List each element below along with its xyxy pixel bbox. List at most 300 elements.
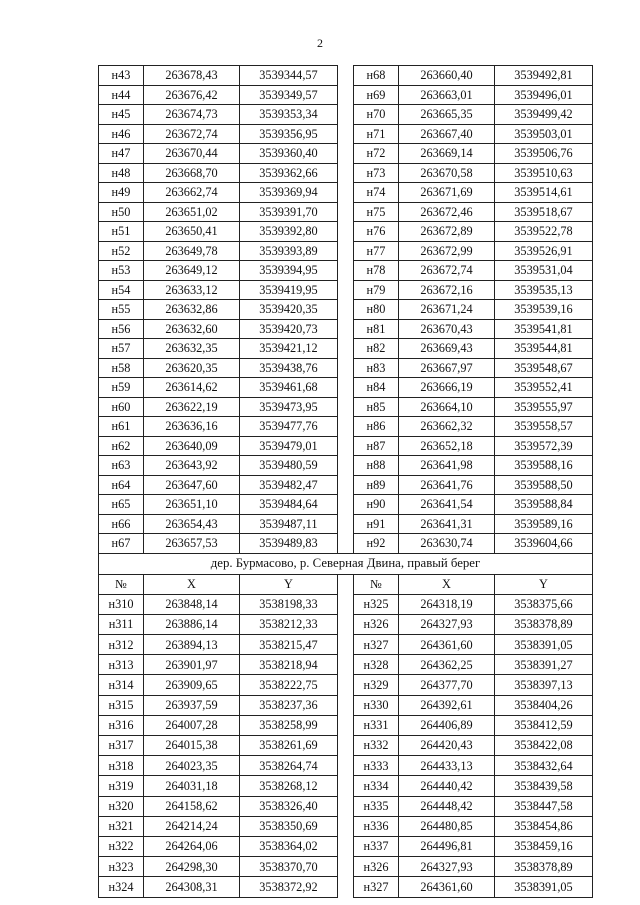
x-coordinate: 263651,10: [144, 495, 240, 515]
table-row: [99, 241, 593, 261]
point-id: н76: [354, 222, 399, 242]
point-id: н56: [99, 319, 144, 339]
column-gap: [338, 594, 354, 614]
column-header-number-left: №: [99, 574, 144, 594]
point-id: н44: [99, 85, 144, 105]
table1-body: [99, 66, 593, 554]
x-coordinate: 263894,13: [144, 635, 240, 655]
x-coordinate: 263909,65: [144, 675, 240, 695]
point-id: н327: [354, 635, 399, 655]
y-coordinate: 3538261,69: [240, 736, 338, 756]
x-coordinate: 263662,32: [399, 417, 495, 437]
point-id: н331: [354, 715, 399, 735]
point-id: н321: [99, 816, 144, 836]
x-coordinate: 263672,74: [144, 124, 240, 144]
column-gap: [338, 144, 354, 164]
x-coordinate: 263614,62: [144, 378, 240, 398]
x-coordinate: 263620,35: [144, 358, 240, 378]
x-coordinate: 264298,30: [144, 857, 240, 877]
table-row: [99, 495, 593, 515]
point-id: н71: [354, 124, 399, 144]
table-row: [99, 776, 593, 796]
x-coordinate: 263672,99: [399, 241, 495, 261]
point-id: н75: [354, 202, 399, 222]
x-coordinate: 263672,16: [399, 280, 495, 300]
y-coordinate: 3539344,57: [240, 66, 338, 86]
point-id: н326: [354, 857, 399, 877]
y-coordinate: 3539541,81: [495, 319, 593, 339]
point-id: н64: [99, 475, 144, 495]
y-coordinate: 3539499,42: [495, 105, 593, 125]
y-coordinate: 3539552,41: [495, 378, 593, 398]
x-coordinate: 263667,40: [399, 124, 495, 144]
point-id: н319: [99, 776, 144, 796]
y-coordinate: 3538364,02: [240, 836, 338, 856]
point-id: н336: [354, 816, 399, 836]
table-row: [99, 85, 593, 105]
point-id: н65: [99, 495, 144, 515]
column-gap: [338, 124, 354, 144]
column-header-x-right: X: [399, 574, 495, 594]
y-coordinate: 3538432,64: [495, 756, 593, 776]
y-coordinate: 3539522,78: [495, 222, 593, 242]
point-id: н313: [99, 655, 144, 675]
table-row: [99, 163, 593, 183]
point-id: н51: [99, 222, 144, 242]
column-gap: [338, 756, 354, 776]
x-coordinate: 263662,74: [144, 183, 240, 203]
x-coordinate: 263636,16: [144, 417, 240, 437]
point-id: н87: [354, 436, 399, 456]
y-coordinate: 3539419,95: [240, 280, 338, 300]
column-gap: [338, 877, 354, 897]
y-coordinate: 3539588,84: [495, 495, 593, 515]
y-coordinate: 3539369,94: [240, 183, 338, 203]
x-coordinate: 263676,42: [144, 85, 240, 105]
x-coordinate: 264007,28: [144, 715, 240, 735]
point-id: н57: [99, 339, 144, 359]
y-coordinate: 3539544,81: [495, 339, 593, 359]
x-coordinate: 263672,89: [399, 222, 495, 242]
x-coordinate: 264361,60: [399, 877, 495, 897]
table-row: [99, 436, 593, 456]
table-row: [99, 105, 593, 125]
table2-body: [99, 594, 593, 897]
point-id: н80: [354, 300, 399, 320]
y-coordinate: 3539518,67: [495, 202, 593, 222]
column-gap: [338, 456, 354, 476]
y-coordinate: 3539479,01: [240, 436, 338, 456]
x-coordinate: 263886,14: [144, 614, 240, 634]
point-id: н77: [354, 241, 399, 261]
table-row: [99, 655, 593, 675]
section-header: [99, 553, 593, 594]
x-coordinate: 263643,92: [144, 456, 240, 476]
x-coordinate: 263649,12: [144, 261, 240, 281]
column-gap: [338, 280, 354, 300]
x-coordinate: 263657,53: [144, 534, 240, 554]
y-coordinate: 3539492,81: [495, 66, 593, 86]
y-coordinate: 3538215,47: [240, 635, 338, 655]
y-coordinate: 3539588,50: [495, 475, 593, 495]
point-id: н54: [99, 280, 144, 300]
y-coordinate: 3538372,92: [240, 877, 338, 897]
page-number: 2: [317, 36, 323, 50]
x-coordinate: 264361,60: [399, 635, 495, 655]
y-coordinate: 3538264,74: [240, 756, 338, 776]
column-gap: [338, 635, 354, 655]
x-coordinate: 263669,14: [399, 144, 495, 164]
x-coordinate: 264433,13: [399, 756, 495, 776]
table-row: [99, 222, 593, 242]
table-row: [99, 358, 593, 378]
point-id: н91: [354, 514, 399, 534]
column-gap: [338, 475, 354, 495]
x-coordinate: 263654,43: [144, 514, 240, 534]
point-id: н326: [354, 614, 399, 634]
x-coordinate: 263641,54: [399, 495, 495, 515]
x-coordinate: 263674,73: [144, 105, 240, 125]
y-coordinate: 3539489,83: [240, 534, 338, 554]
table-row: [99, 514, 593, 534]
point-id: н316: [99, 715, 144, 735]
column-gap: [338, 417, 354, 437]
y-coordinate: 3538370,70: [240, 857, 338, 877]
column-gap: [338, 378, 354, 398]
point-id: н68: [354, 66, 399, 86]
table-row: [99, 715, 593, 735]
x-coordinate: 264448,42: [399, 796, 495, 816]
column-header-y-right: Y: [495, 574, 593, 594]
point-id: н73: [354, 163, 399, 183]
column-gap: [338, 655, 354, 675]
y-coordinate: 3538212,33: [240, 614, 338, 634]
point-id: н323: [99, 857, 144, 877]
x-coordinate: 264480,85: [399, 816, 495, 836]
table-row: [99, 756, 593, 776]
point-id: н329: [354, 675, 399, 695]
x-coordinate: 263901,97: [144, 655, 240, 675]
table-row: [99, 695, 593, 715]
y-coordinate: 3539510,63: [495, 163, 593, 183]
y-coordinate: 3539353,34: [240, 105, 338, 125]
column-gap: [338, 736, 354, 756]
point-id: н315: [99, 695, 144, 715]
column-gap: [338, 614, 354, 634]
table-row: [99, 261, 593, 281]
x-coordinate: 264214,24: [144, 816, 240, 836]
x-coordinate: 263650,41: [144, 222, 240, 242]
point-id: н325: [354, 594, 399, 614]
x-coordinate: 263660,40: [399, 66, 495, 86]
y-coordinate: 3539362,66: [240, 163, 338, 183]
y-coordinate: 3539356,95: [240, 124, 338, 144]
point-id: н310: [99, 594, 144, 614]
y-coordinate: 3538378,89: [495, 614, 593, 634]
y-coordinate: 3538391,27: [495, 655, 593, 675]
table-row: [99, 280, 593, 300]
y-coordinate: 3538237,36: [240, 695, 338, 715]
table-row: [99, 124, 593, 144]
x-coordinate: 263667,97: [399, 358, 495, 378]
x-coordinate: 264420,43: [399, 736, 495, 756]
point-id: н45: [99, 105, 144, 125]
y-coordinate: 3538391,05: [495, 877, 593, 897]
y-coordinate: 3539526,91: [495, 241, 593, 261]
column-gap: [338, 66, 354, 86]
column-gap: [338, 85, 354, 105]
table-row: [99, 816, 593, 836]
point-id: н50: [99, 202, 144, 222]
y-coordinate: 3539589,16: [495, 514, 593, 534]
column-gap: [338, 358, 354, 378]
y-coordinate: 3538459,16: [495, 836, 593, 856]
x-coordinate: 263647,60: [144, 475, 240, 495]
point-id: н333: [354, 756, 399, 776]
column-gap: [338, 397, 354, 417]
x-coordinate: 263669,43: [399, 339, 495, 359]
column-gap: [338, 776, 354, 796]
x-coordinate: 263671,69: [399, 183, 495, 203]
x-coordinate: 264015,38: [144, 736, 240, 756]
y-coordinate: 3538397,13: [495, 675, 593, 695]
x-coordinate: 263641,98: [399, 456, 495, 476]
x-coordinate: 263937,59: [144, 695, 240, 715]
x-coordinate: 263632,86: [144, 300, 240, 320]
x-coordinate: 263670,43: [399, 319, 495, 339]
y-coordinate: 3539394,95: [240, 261, 338, 281]
y-coordinate: 3539572,39: [495, 436, 593, 456]
y-coordinate: 3539503,01: [495, 124, 593, 144]
point-id: н84: [354, 378, 399, 398]
point-id: н43: [99, 66, 144, 86]
x-coordinate: 264308,31: [144, 877, 240, 897]
table-row: [99, 594, 593, 614]
y-coordinate: 3538268,12: [240, 776, 338, 796]
x-coordinate: 264158,62: [144, 796, 240, 816]
x-coordinate: 263622,19: [144, 397, 240, 417]
table-row: [99, 836, 593, 856]
x-coordinate: 264327,93: [399, 614, 495, 634]
x-coordinate: 263670,44: [144, 144, 240, 164]
y-coordinate: 3539392,80: [240, 222, 338, 242]
x-coordinate: 263630,74: [399, 534, 495, 554]
table-row: [99, 456, 593, 476]
table-row: [99, 300, 593, 320]
x-coordinate: 263640,09: [144, 436, 240, 456]
y-coordinate: 3539588,16: [495, 456, 593, 476]
table-row: [99, 614, 593, 634]
point-id: н311: [99, 614, 144, 634]
x-coordinate: 263632,35: [144, 339, 240, 359]
point-id: н70: [354, 105, 399, 125]
point-id: н62: [99, 436, 144, 456]
x-coordinate: 263663,01: [399, 85, 495, 105]
y-coordinate: 3539477,76: [240, 417, 338, 437]
y-coordinate: 3539548,67: [495, 358, 593, 378]
x-coordinate: 263641,76: [399, 475, 495, 495]
table-row: [99, 339, 593, 359]
column-gap: [338, 183, 354, 203]
column-gap: [338, 241, 354, 261]
column-gap: [338, 339, 354, 359]
y-coordinate: 3538454,86: [495, 816, 593, 836]
y-coordinate: 3538378,89: [495, 857, 593, 877]
column-gap: [338, 675, 354, 695]
x-coordinate: 264392,61: [399, 695, 495, 715]
y-coordinate: 3538439,58: [495, 776, 593, 796]
x-coordinate: 263848,14: [144, 594, 240, 614]
y-coordinate: 3539487,11: [240, 514, 338, 534]
point-id: н63: [99, 456, 144, 476]
x-coordinate: 264496,81: [399, 836, 495, 856]
column-gap: [338, 105, 354, 125]
column-gap: [338, 534, 354, 554]
point-id: н78: [354, 261, 399, 281]
table-row: [99, 319, 593, 339]
x-coordinate: 264023,35: [144, 756, 240, 776]
x-coordinate: 263649,78: [144, 241, 240, 261]
y-coordinate: 3539539,16: [495, 300, 593, 320]
y-coordinate: 3538375,66: [495, 594, 593, 614]
y-coordinate: 3539349,57: [240, 85, 338, 105]
point-id: н335: [354, 796, 399, 816]
point-id: н86: [354, 417, 399, 437]
y-coordinate: 3538326,40: [240, 796, 338, 816]
column-gap: [338, 796, 354, 816]
table-row: [99, 417, 593, 437]
point-id: н85: [354, 397, 399, 417]
point-id: н89: [354, 475, 399, 495]
column-gap: [338, 300, 354, 320]
point-id: н322: [99, 836, 144, 856]
column-gap: [338, 261, 354, 281]
point-id: н337: [354, 836, 399, 856]
point-id: н60: [99, 397, 144, 417]
x-coordinate: 264318,19: [399, 594, 495, 614]
column-header-number-right: №: [354, 574, 399, 594]
y-coordinate: 3539604,66: [495, 534, 593, 554]
y-coordinate: 3538258,99: [240, 715, 338, 735]
point-id: н81: [354, 319, 399, 339]
x-coordinate: 264440,42: [399, 776, 495, 796]
table-row: [99, 675, 593, 695]
coordinates-table: [98, 65, 593, 898]
y-coordinate: 3538412,59: [495, 715, 593, 735]
x-coordinate: 264406,89: [399, 715, 495, 735]
y-coordinate: 3539420,35: [240, 300, 338, 320]
column-gap: [338, 514, 354, 534]
y-coordinate: 3539482,47: [240, 475, 338, 495]
table-row: [99, 66, 593, 86]
column-gap: [338, 857, 354, 877]
point-id: н83: [354, 358, 399, 378]
x-coordinate: 264264,06: [144, 836, 240, 856]
section-title: дер. Бурмасово, р. Северная Двина, правый берег: [99, 553, 593, 574]
point-id: н48: [99, 163, 144, 183]
x-coordinate: 264377,70: [399, 675, 495, 695]
point-id: н52: [99, 241, 144, 261]
point-id: н47: [99, 144, 144, 164]
point-id: н69: [354, 85, 399, 105]
y-coordinate: 3539461,68: [240, 378, 338, 398]
y-coordinate: 3538222,75: [240, 675, 338, 695]
point-id: н53: [99, 261, 144, 281]
y-coordinate: 3538218,94: [240, 655, 338, 675]
column-header-y-left: Y: [240, 574, 338, 594]
x-coordinate: 263672,74: [399, 261, 495, 281]
table-row: [99, 397, 593, 417]
y-coordinate: 3539535,13: [495, 280, 593, 300]
column-header-row: [99, 574, 593, 594]
y-coordinate: 3539421,12: [240, 339, 338, 359]
y-coordinate: 3539360,40: [240, 144, 338, 164]
y-coordinate: 3539531,04: [495, 261, 593, 281]
column-gap: [338, 202, 354, 222]
table-row: [99, 877, 593, 897]
x-coordinate: 263651,02: [144, 202, 240, 222]
point-id: н324: [99, 877, 144, 897]
table-row: [99, 736, 593, 756]
x-coordinate: 264362,25: [399, 655, 495, 675]
table-row: [99, 857, 593, 877]
x-coordinate: 264031,18: [144, 776, 240, 796]
x-coordinate: 263666,19: [399, 378, 495, 398]
column-gap: [338, 695, 354, 715]
x-coordinate: 264327,93: [399, 857, 495, 877]
point-id: н334: [354, 776, 399, 796]
point-id: н46: [99, 124, 144, 144]
table-row: [99, 475, 593, 495]
point-id: н82: [354, 339, 399, 359]
x-coordinate: 263652,18: [399, 436, 495, 456]
table-row: [99, 202, 593, 222]
x-coordinate: 263632,60: [144, 319, 240, 339]
x-coordinate: 263678,43: [144, 66, 240, 86]
y-coordinate: 3539514,61: [495, 183, 593, 203]
point-id: н66: [99, 514, 144, 534]
x-coordinate: 263672,46: [399, 202, 495, 222]
point-id: н55: [99, 300, 144, 320]
y-coordinate: 3539473,95: [240, 397, 338, 417]
y-coordinate: 3539558,57: [495, 417, 593, 437]
column-header-x-left: X: [144, 574, 240, 594]
y-coordinate: 3539496,01: [495, 85, 593, 105]
point-id: н320: [99, 796, 144, 816]
x-coordinate: 263668,70: [144, 163, 240, 183]
column-gap: [338, 495, 354, 515]
point-id: н332: [354, 736, 399, 756]
point-id: н61: [99, 417, 144, 437]
point-id: н330: [354, 695, 399, 715]
column-gap: [338, 222, 354, 242]
y-coordinate: 3538404,26: [495, 695, 593, 715]
table-row: [99, 534, 593, 554]
point-id: н67: [99, 534, 144, 554]
x-coordinate: 263664,10: [399, 397, 495, 417]
point-id: н58: [99, 358, 144, 378]
column-gap: [338, 836, 354, 856]
point-id: н312: [99, 635, 144, 655]
table-row: [99, 635, 593, 655]
point-id: н314: [99, 675, 144, 695]
column-gap: [338, 436, 354, 456]
y-coordinate: 3539391,70: [240, 202, 338, 222]
y-coordinate: 3539480,59: [240, 456, 338, 476]
point-id: н59: [99, 378, 144, 398]
y-coordinate: 3538350,69: [240, 816, 338, 836]
point-id: н317: [99, 736, 144, 756]
